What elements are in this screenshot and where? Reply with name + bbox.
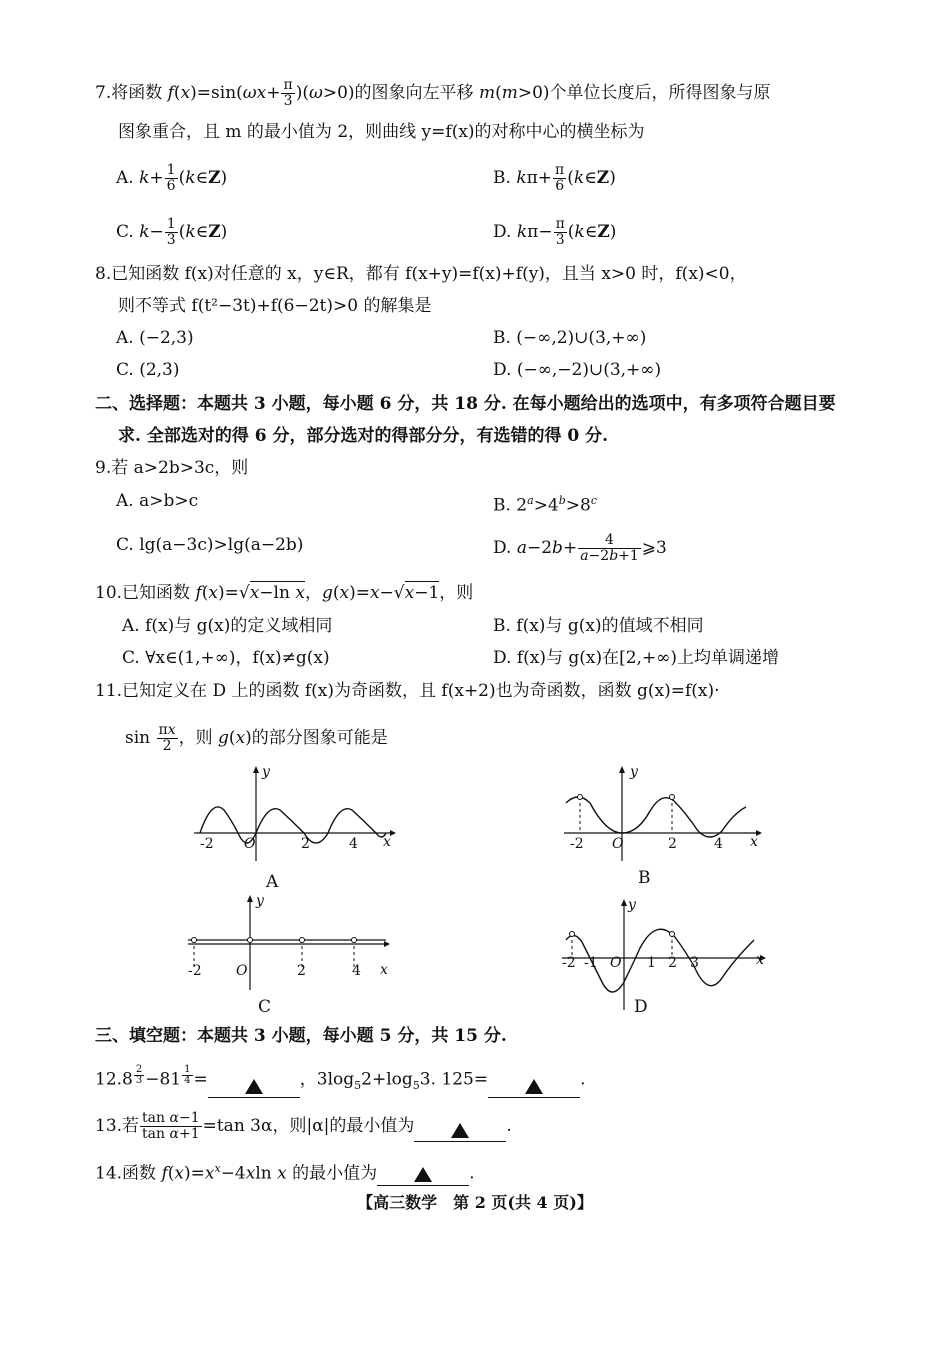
graph-b[interactable] — [560, 763, 770, 863]
graph-b-caption: B — [638, 868, 651, 888]
graph-d-caption: D — [634, 997, 648, 1017]
q7-option-b[interactable]: B. kπ+ $\frac{\pi}{6}$ (k∈Z) — [493, 162, 616, 194]
q8-stem-line2: 则不等式 f(t²−3t)+f(6−2t)>0 的解集是 — [118, 296, 432, 316]
graph-c-tick-neg2: -2 — [188, 963, 202, 979]
graph-d-origin: O — [610, 955, 622, 971]
q8-stem-line1: 8.已知函数 f(x)对任意的 x，y∈R，都有 f(x+y)=f(x)+f(y)，且当 x>0 时，f(x)<0， — [95, 264, 747, 284]
q7-option-a[interactable]: A. k+ $\frac{1}{6}$ (k∈Z) — [116, 162, 228, 194]
q7-stem-line1: 7.将函数 f(x)=sin(ωx+ $\frac{\pi}{3}$ )(ω>0)的图象向左平移 m(m>0)个单位长度后，所得图象与原 — [95, 77, 771, 109]
q12-number: 12. — [95, 1069, 123, 1090]
q13-stem: 13.若 $\frac{\text{tan α−1}}{\text{tan α+1}}$ =tan 3α，则|α|的最小值为 . — [95, 1110, 512, 1142]
section2-heading-line1: 二、选择题：本题共 3 小题，每小题 6 分，共 18 分. 在每小题给出的选项中，有多项符合题目要 — [95, 394, 836, 414]
q13-period: . — [506, 1116, 512, 1136]
graph-c-tick-2: 2 — [297, 963, 306, 979]
q8-option-d[interactable]: D. (−∞,−2)∪(3,+∞) — [493, 360, 662, 380]
section2-heading-line2: 求. 全部选对的得 6 分，部分选对的得部分分，有选错的得 0 分. — [118, 426, 609, 446]
q10-option-d[interactable]: D. f(x)与 g(x)在[2,+∞)上均单调递增 — [493, 648, 780, 668]
q10-option-b[interactable]: B. f(x)与 g(x)的值域不相同 — [493, 616, 704, 636]
graph-c-origin: O — [236, 963, 248, 979]
q12-answer-blank-2[interactable] — [488, 1075, 580, 1098]
q10-stem: 10.已知函数 f(x)=√x−ln x，g(x)=x−√x−1，则 — [95, 583, 474, 603]
triangle-icon — [451, 1123, 469, 1138]
graph-a-tick-2: 2 — [301, 836, 310, 852]
q10-option-c[interactable]: C. ∀x∈(1,+∞)，f(x)≠g(x) — [122, 648, 330, 668]
q8-option-b[interactable]: B. (−∞,2)∪(3,+∞) — [493, 328, 647, 348]
graph-b-ylabel: y — [630, 764, 638, 780]
q11-stem-line1: 11.已知定义在 D 上的函数 f(x)为奇函数，且 f(x+2)也为奇函数，函数 g(x)=f(x)· — [95, 681, 720, 701]
q7-stem-line2: 图象重合，且 m 的最小值为 2，则曲线 y=f(x)的对称中心的横坐标为 — [118, 122, 645, 142]
graph-d-ylabel: y — [628, 897, 636, 913]
graph-a-tick-neg2: -2 — [200, 836, 214, 852]
graph-c-caption: C — [258, 997, 272, 1017]
q7-option-d[interactable]: D. kπ− $\frac{\pi}{3}$ (k∈Z) — [493, 216, 617, 248]
q8-option-c[interactable]: C. (2,3) — [116, 360, 180, 380]
q9-option-a[interactable]: A. a>b>c — [116, 491, 199, 511]
q14-period: . — [469, 1163, 475, 1184]
graph-c-tick-4: 4 — [352, 963, 361, 979]
graph-c[interactable] — [184, 892, 394, 992]
graph-d-tick-1: 1 — [647, 955, 656, 971]
graph-b-origin: O — [612, 836, 624, 852]
graph-a-ylabel: y — [262, 764, 270, 780]
graph-a-caption: A — [266, 872, 279, 892]
graph-a-origin: O — [244, 836, 256, 852]
q10-option-a[interactable]: A. f(x)与 g(x)的定义域相同 — [122, 616, 333, 636]
graph-b-tick-2: 2 — [668, 836, 677, 852]
graph-c-xlabel: x — [380, 962, 388, 978]
q14-answer-blank[interactable] — [377, 1163, 469, 1186]
graph-c-ylabel: y — [256, 893, 264, 909]
q8-option-a[interactable]: A. (−2,3) — [116, 328, 194, 348]
q12-period: . — [580, 1069, 586, 1090]
triangle-icon — [245, 1079, 263, 1094]
triangle-icon — [414, 1167, 432, 1182]
section3-heading: 三、填空题：本题共 3 小题，每小题 5 分，共 15 分. — [95, 1026, 507, 1046]
q7-option-c[interactable]: C. k− $\frac{1}{3}$ (k∈Z) — [116, 216, 228, 248]
q12-answer-blank-1[interactable] — [208, 1075, 300, 1098]
graph-a-xlabel: x — [383, 834, 391, 850]
q14-stem: 14.函数 $f(x)=x^x-4xln$ x 的最小值为 . — [95, 1162, 475, 1184]
q13-answer-blank[interactable] — [414, 1119, 506, 1142]
triangle-icon — [525, 1079, 543, 1094]
graph-b-xlabel: x — [750, 834, 758, 850]
graph-b-tick-4: 4 — [714, 836, 723, 852]
page-footer: 【高三数学 第 2 页(共 4 页)】 — [357, 1193, 593, 1212]
graph-d-tick-neg1: -1 — [584, 955, 598, 971]
q13-number: 13.若 — [95, 1116, 140, 1136]
graph-d-tick-neg2: -2 — [562, 955, 576, 971]
q11-stem-line2: sin $\frac{\pi x}{2}$ ，则 g(x)的部分图象可能是 — [125, 722, 388, 754]
q9-option-c[interactable]: C. lg(a−3c)>lg(a−2b) — [116, 535, 304, 555]
q9-option-d[interactable]: D. a−2b+ $\frac{4}{a-2b+1}$ ⩾3 — [493, 532, 667, 564]
graph-d-tick-2: 2 — [668, 955, 677, 971]
graph-d-tick-3: 3 — [690, 955, 699, 971]
q9-stem: 9.若 a>2b>3c，则 — [95, 458, 249, 478]
q12-stem: 12.8 $^{\frac{2}{3}}$ −81 $^{\frac{1}{4}}$ = ，$3\log_52+\log_53$. 125= . — [95, 1063, 586, 1098]
graph-d-xlabel: x — [756, 952, 764, 968]
q9-option-b[interactable]: B. $2^a>4^b>8^c$ — [493, 494, 598, 516]
graph-b-tick-neg2: -2 — [570, 836, 584, 852]
q13-rest: =tan 3α，则|α|的最小值为 — [202, 1116, 415, 1136]
graph-a[interactable] — [190, 763, 400, 863]
graph-a-tick-4: 4 — [349, 836, 358, 852]
